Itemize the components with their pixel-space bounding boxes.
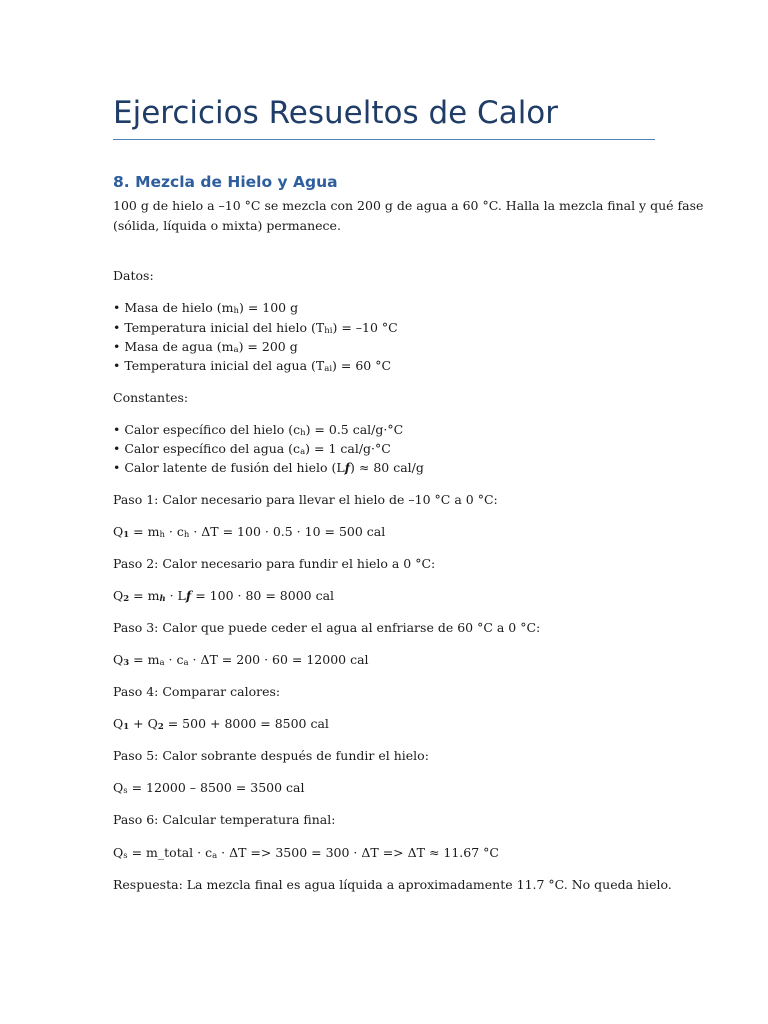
title-underline <box>113 139 655 140</box>
paso-3-equation: $Q_3 = m_a \cdot c_a \cdot \Delta T = 200 \cdot 60 = 12000$ cal <box>113 652 369 668</box>
datos-item-masa-agua: • Masa de agua $(m_a) = 200$ g <box>113 339 298 355</box>
problem-statement-line-2: (sólida, líquida o mixta) permanece. <box>113 218 341 233</box>
respuesta-line: Respuesta: La mezcla final es agua líquida a aproximadamente 11.7 °C. No queda hielo. <box>113 877 672 892</box>
paso-5-equation: $Q_s = 12000 - 8500 = 3500$ cal <box>113 780 305 796</box>
constante-calor-agua: • Calor específico del agua $(c_a) = 1$ cal/g·°C <box>113 441 391 457</box>
constante-calor-latente: • Calor latente de fusión del hielo (Lf) ≈ 80 cal/g <box>113 460 424 475</box>
paso-6-label: Paso 6: Calcular temperatura final: <box>113 812 336 827</box>
datos-item-temp-hielo: • Temperatura inicial del hielo $(T_{hi}) = -10$ °C <box>113 320 398 336</box>
constante-calor-hielo: • Calor específico del hielo $(c_h) = 0.5$ cal/g·°C <box>113 422 404 438</box>
paso-3-label: Paso 3: Calor que puede ceder el agua al enfriarse de 60 °C a 0 °C: <box>113 620 541 635</box>
section-heading: 8. Mezcla de Hielo y Agua <box>113 173 338 191</box>
paso-4-label: Paso 4: Comparar calores: <box>113 684 281 699</box>
paso-1-label: Paso 1: Calor necesario para llevar el hielo de –10 °C a 0 °C: <box>113 492 498 507</box>
document-title: Ejercicios Resueltos de Calor <box>113 95 559 131</box>
paso-4-equation: $Q_1 + Q_2 = 500 + 8000 = 8500$ cal <box>113 716 329 732</box>
paso-6-equation: $Q_s$ = m_total · $c_a \cdot \Delta T => 3500 = 300 \cdot \Delta T => \Delta T \approx 11.67$ °C <box>113 845 499 861</box>
problem-statement-line-1: 100 g de hielo a –10 °C se mezcla con 200 g de agua a 60 °C. Halla la mezcla final y qué fase <box>113 198 704 213</box>
datos-item-masa-hielo: • Masa de hielo $(m_h) = 100$ g <box>113 300 299 316</box>
paso-5-label: Paso 5: Calor sobrante después de fundir el hielo: <box>113 748 429 763</box>
datos-item-temp-agua: • Temperatura inicial del agua $(T_{ai}) = 60$ °C <box>113 358 392 374</box>
paso-2-equation: $Q_2 = m_h \cdot Lf = 100 \cdot 80 = 8000$ cal <box>113 588 335 604</box>
constantes-label: Constantes: <box>113 390 189 405</box>
paso-1-equation: $Q_1 = m_h \cdot c_h \cdot \Delta T = 100 \cdot 0.5 \cdot 10 = 500$ cal <box>113 524 386 540</box>
datos-label: Datos: <box>113 268 154 283</box>
paso-2-label: Paso 2: Calor necesario para fundir el hielo a 0 °C: <box>113 556 436 571</box>
